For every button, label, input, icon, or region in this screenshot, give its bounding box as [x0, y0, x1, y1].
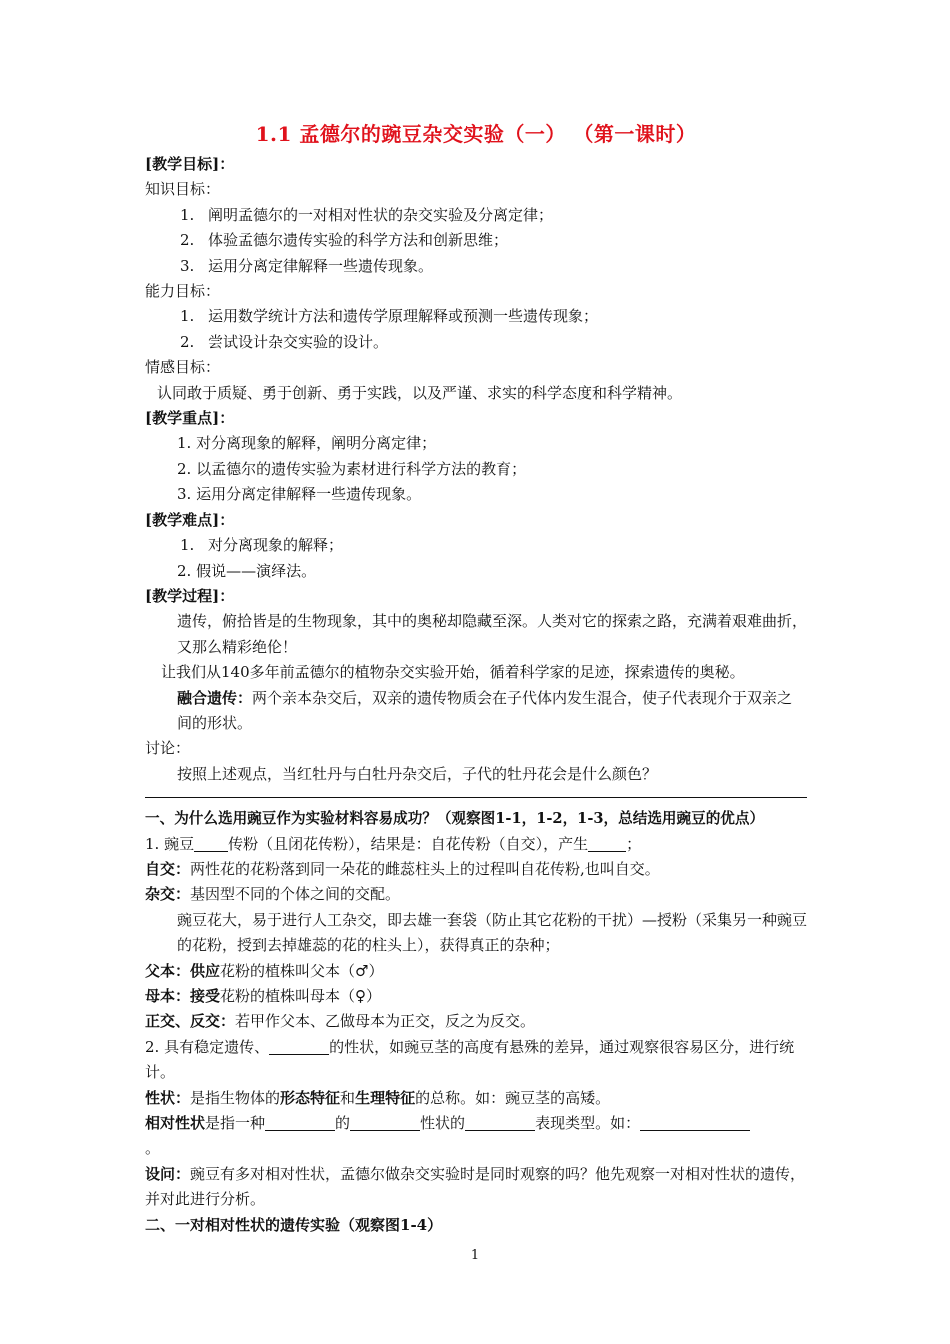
question-paragraph: 设问：豌豆有多对相对性状，孟德尔做杂交实验时是同时观察的吗？他先观察一对相对性状的遗传，并对此进行分析。: [145, 1164, 806, 1209]
trait-definition: 性状：是指生物体的形态特征和生理特征的总称。如：豌豆茎的高矮。: [145, 1088, 611, 1107]
s1-item-1: 1. 豌豆 传粉（且闭花传粉），结果是：自花传粉（自交），产生 ；: [145, 834, 642, 853]
emotion-label: 情感目标：: [145, 358, 221, 377]
section-divider: [145, 797, 807, 798]
fill-blank[interactable]: [350, 1114, 420, 1131]
mother-definition: 母本：接受花粉的植株叫母本（♀）: [145, 987, 381, 1005]
cross-definition: 杂交：基因型不同的个体之间的交配。: [145, 885, 401, 904]
relative-trait-definition: 相对性状是指一种 的 性状的 表现类型。如：: [145, 1111, 807, 1136]
intro-paragraph: 遗传，俯拾皆是的生物现象，其中的奥秘却隐藏至深。人类对它的探索之路，充满着艰难曲折，又那么精彩绝伦！: [177, 612, 808, 656]
selfing-definition: 自交：两性花的花粉落到同一朵花的雌蕊柱头上的过程叫自花传粉,也叫自交。: [145, 859, 660, 878]
blending-paragraph: 融合遗传：两个亲本杂交后，双亲的遗传物质会在子代体内发生混合，使子代表现介于双亲之间的形状。: [177, 688, 793, 732]
key-item: 2. 以孟德尔的遗传实验为素材进行科学方法的教育；: [177, 459, 527, 478]
fill-blank[interactable]: [465, 1114, 535, 1131]
goals-heading: [教学目标]：: [145, 155, 235, 173]
page-number: 1: [470, 1248, 480, 1263]
intro-paragraph: 让我们从140多年前孟德尔的植物杂交实验开始，循着科学家的足迹，探索遗传的奥秘。: [161, 663, 745, 682]
ability-item: 1. 运用数学统计方法和遗传学原理解释或预测一些遗传现象；: [180, 307, 599, 326]
section-2-heading: 二、一对相对性状的遗传实验（观察图1-4）: [145, 1215, 443, 1234]
ability-label: 能力目标：: [145, 282, 221, 301]
difficulty-heading: [教学难点]：: [145, 510, 235, 529]
knowledge-item: 3. 运用分离定律解释一些遗传现象。: [180, 256, 434, 275]
knowledge-item: 2. 体验孟德尔遗传实验的科学方法和创新思维；: [180, 231, 509, 250]
fill-blank[interactable]: [588, 835, 626, 852]
document-page: [145, 118, 807, 1238]
key-item: 3. 运用分离定律解释一些遗传现象。: [177, 485, 422, 504]
s1-item-2: 2. 具有稳定遗传、 的性状，如豌豆茎的高度有悬殊的差异，通过观察很容易区分，进行统计。: [145, 1037, 795, 1082]
fill-blank[interactable]: [640, 1114, 750, 1131]
key-item: 1. 对分离现象的解释，阐明分离定律；: [177, 434, 437, 453]
discuss-label: 讨论：: [145, 739, 191, 758]
reciprocal-definition: 正交、反交：若甲作父本、乙做母本为正交，反之为反交。: [145, 1012, 536, 1031]
process-heading: [教学过程]：: [145, 586, 235, 605]
emotion-text: 认同敢于质疑、勇于创新、勇于实践，以及严谨、求实的科学态度和科学精神。: [157, 383, 683, 402]
difficulty-item: 1. 对分离现象的解释；: [180, 536, 344, 555]
fill-blank[interactable]: [194, 835, 228, 852]
fill-blank[interactable]: [265, 1114, 335, 1131]
key-heading: [教学重点]：: [145, 409, 235, 428]
artificial-cross-paragraph: 豌豆花大，易于进行人工杂交，即去雄一套袋（防止其它花粉的干扰）—授粉（采集另一种豌豆的花粉，授到去掉雄蕊的花的柱头上），获得真正的杂种；: [177, 910, 808, 955]
ability-item: 2. 尝试设计杂交实验的设计。: [180, 332, 389, 351]
relative-trait-end: 。: [145, 1139, 161, 1158]
discuss-question: 按照上述观点，当红牡丹与白牡丹杂交后，子代的牡丹花会是什么颜色？: [177, 764, 658, 783]
blending-term: 融合遗传：: [177, 688, 253, 707]
knowledge-item: 1. 阐明孟德尔的一对相对性状的杂交实验及分离定律；: [180, 205, 554, 224]
page-title: 1.1 孟德尔的豌豆杂交实验（一） （第一课时）: [255, 122, 697, 146]
father-definition: 父本：供应花粉的植株叫父本（♂）: [145, 961, 384, 980]
difficulty-item: 2. 假说——演绎法。: [177, 561, 317, 580]
fill-blank[interactable]: [269, 1038, 329, 1055]
section-1-heading: 一、为什么选用豌豆作为实验材料容易成功？（观察图1-1，1-2，1-3，总结选用豌豆的优点）: [145, 810, 765, 828]
knowledge-label: 知识目标：: [145, 180, 221, 199]
